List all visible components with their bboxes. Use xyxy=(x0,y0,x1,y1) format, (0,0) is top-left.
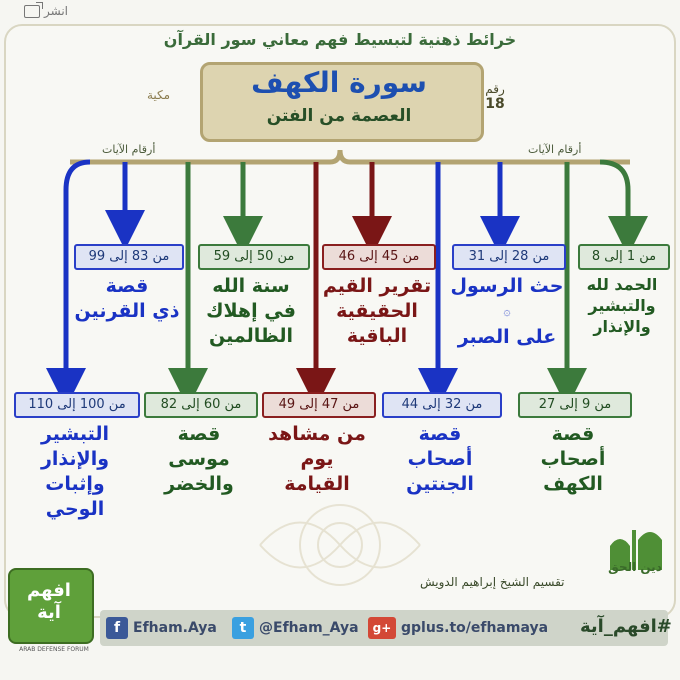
text-line: الظالمين xyxy=(208,325,293,347)
range-box: من 50 إلى 59 xyxy=(198,244,310,270)
surah-number: 18 xyxy=(485,96,505,112)
seal-icon: ۞ xyxy=(503,304,511,318)
credit-text: تقسيم الشيخ إبراهيم الدويش xyxy=(420,575,565,589)
section-text xyxy=(570,274,674,337)
twitter-icon: t xyxy=(232,617,254,639)
text-line: يوم xyxy=(300,448,334,470)
text-line: أصحاب xyxy=(407,448,473,470)
surah-type: مكية xyxy=(147,88,171,102)
arab-defense-label: ARAB DEFENSE FORUM xyxy=(19,646,89,653)
range-box: من 9 إلى 27 xyxy=(518,392,632,418)
ornament xyxy=(260,505,420,585)
section-text xyxy=(258,422,376,497)
section-text xyxy=(514,422,632,497)
range-box: من 47 إلى 49 xyxy=(262,392,376,418)
range-box: من 1 إلى 8 xyxy=(578,244,670,270)
text-line: قصة xyxy=(177,423,221,445)
ayat-label-right: أرقام الآيات xyxy=(528,143,582,156)
section-text xyxy=(140,422,258,497)
text-line: القيامة xyxy=(284,473,350,495)
series-subtitle: خرائط ذهنية لتبسيط فهم معاني سور القرآن xyxy=(163,30,517,49)
range-box: من 32 إلى 44 xyxy=(382,392,502,418)
text-line: الوحي xyxy=(45,498,105,520)
ayat-label-left: أرقام الآيات xyxy=(102,143,156,156)
twitter-handle: @Efham_Aya xyxy=(259,620,359,636)
deen-logo-text: دين الحق xyxy=(608,560,662,574)
text-line: سنة الله xyxy=(212,275,290,297)
text-line: ذي القرنين xyxy=(74,300,180,322)
text-line: الكهف xyxy=(543,473,603,495)
text-line: الحمد لله xyxy=(586,275,658,294)
gplus-handle: gplus.to/efhamaya xyxy=(401,620,549,636)
twitter-link[interactable] xyxy=(232,616,359,640)
text-line: قصة xyxy=(418,423,462,445)
range-box: من 28 إلى 31 xyxy=(452,244,566,270)
section-text xyxy=(448,274,566,350)
text-line: موسى xyxy=(168,448,230,470)
gplus-icon: g+ xyxy=(368,617,396,639)
text-line: والإنذار xyxy=(593,317,651,336)
facebook-handle: Efham.Aya xyxy=(133,620,217,636)
section-text xyxy=(14,422,136,522)
section-text xyxy=(378,422,502,497)
surah-number-label: رقم xyxy=(485,82,505,96)
logo-line: آية xyxy=(37,602,61,623)
hashtag: #افهم_آية xyxy=(580,616,672,637)
text-line: الجنتين xyxy=(406,473,474,495)
range-box: من 83 إلى 99 xyxy=(74,244,184,270)
text-line: التبشير xyxy=(40,423,110,445)
text-line: والإنذار xyxy=(40,448,110,470)
text-line: حث الرسول xyxy=(450,275,564,297)
share-label: انشر xyxy=(44,4,68,18)
section-text xyxy=(70,274,184,324)
text-line: والتبشير xyxy=(588,296,656,315)
facebook-icon: f xyxy=(106,617,128,639)
logo-line: افهم xyxy=(27,580,71,601)
text-line: قصة xyxy=(105,275,149,297)
text-line: والخضر xyxy=(164,473,234,495)
surah-theme: العصمة من الفتن xyxy=(266,106,412,126)
text-line: في إهلاك xyxy=(206,300,296,322)
range-box: من 100 إلى 110 xyxy=(14,392,140,418)
gplus-link[interactable] xyxy=(368,616,548,640)
section-text xyxy=(318,274,436,349)
line-1-8 xyxy=(600,162,628,236)
text-line: من مشاهد xyxy=(268,423,366,445)
text-line: الباقية xyxy=(346,325,408,347)
surah-number-badge xyxy=(480,82,510,112)
text-line: على الصبر xyxy=(457,326,557,348)
logo-text xyxy=(8,580,90,624)
facebook-link[interactable] xyxy=(106,616,217,640)
text-line: الحقيقية xyxy=(336,300,418,322)
range-box: من 60 إلى 82 xyxy=(144,392,258,418)
surah-name: سورة الكهف xyxy=(251,66,427,99)
range-box: من 45 إلى 46 xyxy=(322,244,436,270)
text-line: قصة xyxy=(551,423,595,445)
text-line: وإثبات xyxy=(45,473,105,495)
text-line: أصحاب xyxy=(540,448,606,470)
section-text xyxy=(192,274,310,349)
text-line: تقرير القيم xyxy=(322,275,432,297)
